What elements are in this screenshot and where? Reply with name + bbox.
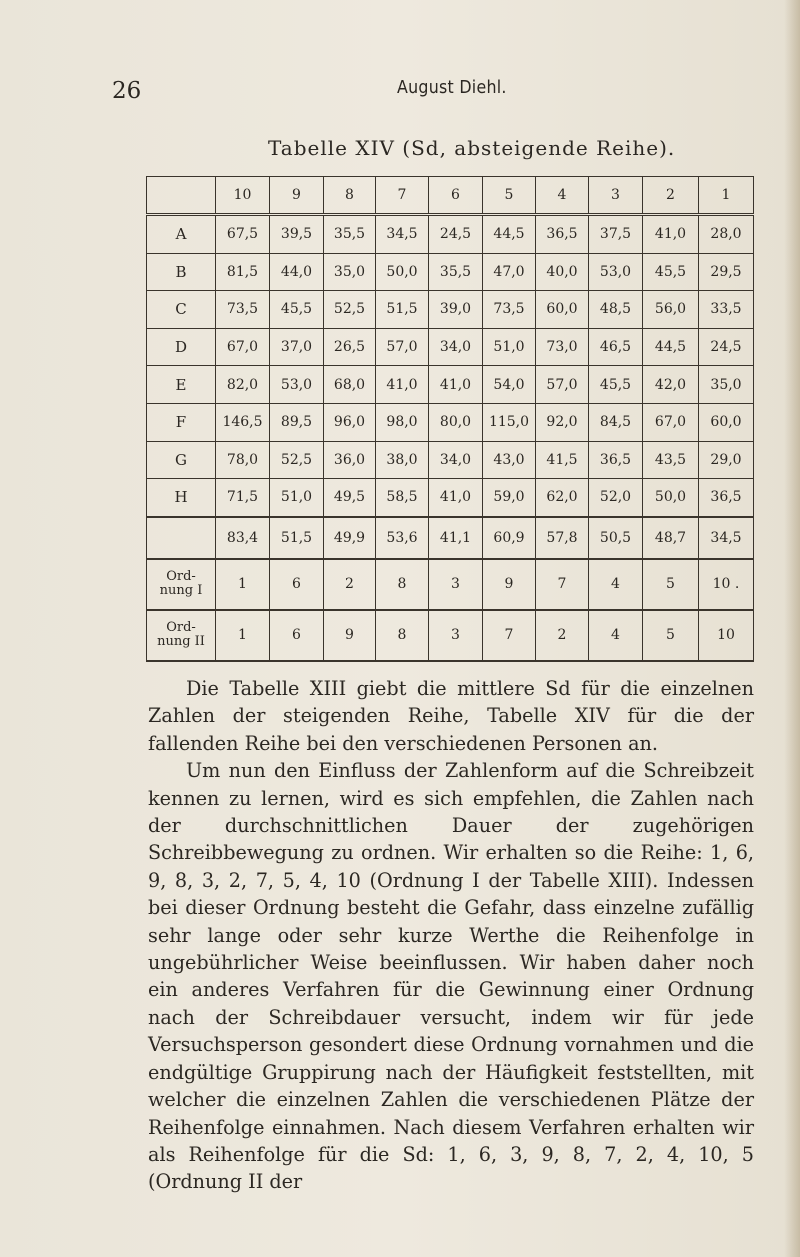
table-cell: 51,0 (483, 328, 536, 366)
table-cell: 60,0 (699, 403, 754, 441)
table-cell: 24,5 (429, 215, 483, 254)
order-row (147, 610, 754, 661)
table-cell: 44,5 (483, 215, 536, 254)
table-mean-section (147, 517, 754, 559)
row-label: B (147, 253, 216, 291)
order-cell: 9 (483, 559, 536, 610)
table-cell: 41,0 (429, 479, 483, 517)
column-header: 2 (643, 177, 699, 215)
table-cell: 24,5 (699, 328, 754, 366)
table-cell: 62,0 (536, 479, 589, 517)
table-cell: 43,5 (643, 441, 699, 479)
table-cell: 51,0 (270, 479, 324, 517)
table-cell: 45,5 (643, 253, 699, 291)
column-header: 9 (270, 177, 324, 215)
table-cell: 67,0 (643, 403, 699, 441)
mean-cell: 51,5 (270, 517, 324, 559)
mean-cell: 49,9 (324, 517, 376, 559)
table-row (147, 441, 754, 479)
order-cell: 5 (643, 559, 699, 610)
order-cell: 8 (376, 559, 429, 610)
table-cell: 53,0 (270, 366, 324, 404)
data-table (146, 176, 754, 662)
mean-cell: 83,4 (216, 517, 270, 559)
table-cell: 35,0 (699, 366, 754, 404)
table-title: Tabelle XIV (Sd, absteigende Reihe). (268, 136, 676, 160)
mean-cell: 48,7 (643, 517, 699, 559)
table-cell: 41,0 (429, 366, 483, 404)
order-row-label (147, 610, 216, 661)
order-label-line: Ord- (166, 569, 196, 585)
table-cell: 78,0 (216, 441, 270, 479)
table-cell: 47,0 (483, 253, 536, 291)
table-cell: 36,0 (324, 441, 376, 479)
order-cell: 10 . (699, 559, 754, 610)
table-cell: 68,0 (324, 366, 376, 404)
table-cell: 48,5 (589, 291, 643, 329)
row-label: A (147, 215, 216, 254)
table-cell: 35,0 (324, 253, 376, 291)
table-cell: 82,0 (216, 366, 270, 404)
table-cell: 53,0 (589, 253, 643, 291)
table-cell: 50,0 (376, 253, 429, 291)
table-cell: 36,5 (699, 479, 754, 517)
order-cell: 7 (483, 610, 536, 661)
row-label: D (147, 328, 216, 366)
table-cell: 36,5 (589, 441, 643, 479)
column-header: 4 (536, 177, 589, 215)
table-cell: 40,0 (536, 253, 589, 291)
table-cell: 58,5 (376, 479, 429, 517)
column-header: 1 (699, 177, 754, 215)
body-text (148, 675, 754, 1196)
table-cell: 29,5 (699, 253, 754, 291)
mean-cell: 57,8 (536, 517, 589, 559)
paragraph: Die Tabelle XIII giebt die mittlere Sd für die einzelnen Zahlen der steigenden Reihe, Tabelle XIV für die der fallenden Reihe bei den verschiedenen Personen an. (148, 677, 754, 755)
order-cell: 5 (643, 610, 699, 661)
row-label: E (147, 366, 216, 404)
table-cell: 45,5 (270, 291, 324, 329)
table-cell: 52,5 (270, 441, 324, 479)
mean-cell: 53,6 (376, 517, 429, 559)
table-cell: 45,5 (589, 366, 643, 404)
order-cell: 6 (270, 559, 324, 610)
table-cell: 96,0 (324, 403, 376, 441)
table-cell: 60,0 (536, 291, 589, 329)
mean-row-label (147, 517, 216, 559)
table-order-section (147, 559, 754, 661)
page-number: 26 (112, 78, 142, 104)
table-cell: 73,5 (216, 291, 270, 329)
table-row (147, 253, 754, 291)
table-row (147, 215, 754, 254)
table-body (147, 215, 754, 517)
table-cell: 42,0 (643, 366, 699, 404)
table-cell: 26,5 (324, 328, 376, 366)
column-header: 3 (589, 177, 643, 215)
order-cell: 6 (270, 610, 324, 661)
order-cell: 1 (216, 610, 270, 661)
row-label: C (147, 291, 216, 329)
table-cell: 36,5 (536, 215, 589, 254)
table-cell: 57,0 (376, 328, 429, 366)
mean-cell: 60,9 (483, 517, 536, 559)
column-header: 10 (216, 177, 270, 215)
table-cell: 54,0 (483, 366, 536, 404)
table-header-row (147, 177, 754, 215)
table-cell: 71,5 (216, 479, 270, 517)
table-row (147, 291, 754, 329)
order-cell: 4 (589, 610, 643, 661)
table-cell: 59,0 (483, 479, 536, 517)
paragraph: Um nun den Einfluss der Zahlenform auf die Schreibzeit kennen zu lernen, wird es sich empfehlen, die Zahlen nach der durchschnittlichen Dauer der zugehörigen Schreibbewegung zu ordnen. Wir erhalten so die Reihe: 1, 6, 9, 8, 3, 2, 7, 5, 4, 10 (Ordnung I der Tabelle XIII). Indessen bei dieser Ordnung besteht die Gefahr, dass einzelne zufällig sehr lange oder sehr kurze Werthe die Reihenfolge in ungebührlicher Weise beeinflussen. Wir haben daher noch ein anderes Verfahren für die Gewinnung einer Ordnung nach der Schreibdauer versucht, indem wir für jede Versuchsperson gesondert diese Ordnung vornahmen und die endgültige Gruppirung nach der Häufigkeit feststellten, mit welcher die einzelnen Zahlen die verschiedenen Plätze der Reihenfolge einnahmen. Nach diesem Verfahren erhalten wir als Reihenfolge für die Sd: 1, 6, 3, 9, 8, 7, 2, 4, 10, 5 (Ordnung II der (148, 759, 754, 1194)
table-cell: 50,0 (643, 479, 699, 517)
row-label: G (147, 441, 216, 479)
table-cell: 41,0 (643, 215, 699, 254)
row-label: F (147, 403, 216, 441)
table-cell: 29,0 (699, 441, 754, 479)
row-label: H (147, 479, 216, 517)
order-cell: 4 (589, 559, 643, 610)
table-cell: 44,5 (643, 328, 699, 366)
mean-cell: 34,5 (699, 517, 754, 559)
table-cell: 34,0 (429, 441, 483, 479)
table-cell: 44,0 (270, 253, 324, 291)
table-cell: 35,5 (324, 215, 376, 254)
table-cell: 89,5 (270, 403, 324, 441)
mean-cell: 41,1 (429, 517, 483, 559)
table-cell: 38,0 (376, 441, 429, 479)
order-cell: 7 (536, 559, 589, 610)
page-edge-shadow (784, 0, 800, 1257)
order-cell: 3 (429, 559, 483, 610)
table-cell: 49,5 (324, 479, 376, 517)
order-label-line: nung I (159, 583, 203, 599)
table-cell: 41,5 (536, 441, 589, 479)
table-cell: 39,5 (270, 215, 324, 254)
column-header: 8 (324, 177, 376, 215)
mean-row (147, 517, 754, 559)
table-cell: 80,0 (429, 403, 483, 441)
table-cell: 51,5 (376, 291, 429, 329)
order-cell: 10 (699, 610, 754, 661)
table-row (147, 366, 754, 404)
table-cell: 34,5 (376, 215, 429, 254)
table-cell: 37,5 (589, 215, 643, 254)
table-cell: 73,5 (483, 291, 536, 329)
order-cell: 1 (216, 559, 270, 610)
table-cell: 52,5 (324, 291, 376, 329)
mean-cell: 50,5 (589, 517, 643, 559)
table-cell: 39,0 (429, 291, 483, 329)
table-cell: 98,0 (376, 403, 429, 441)
table-cell: 81,5 (216, 253, 270, 291)
table-cell: 33,5 (699, 291, 754, 329)
order-cell: 3 (429, 610, 483, 661)
table-row (147, 403, 754, 441)
table-cell: 52,0 (589, 479, 643, 517)
table-cell: 37,0 (270, 328, 324, 366)
table-cell: 35,5 (429, 253, 483, 291)
column-header: 5 (483, 177, 536, 215)
order-label-line: Ord- (166, 620, 196, 636)
order-row (147, 559, 754, 610)
order-row-label (147, 559, 216, 610)
table-cell: 57,0 (536, 366, 589, 404)
column-header: 7 (376, 177, 429, 215)
table-cell: 56,0 (643, 291, 699, 329)
column-header: 6 (429, 177, 483, 215)
table-cell: 146,5 (216, 403, 270, 441)
table-cell: 67,0 (216, 328, 270, 366)
table-cell: 84,5 (589, 403, 643, 441)
table-cell: 28,0 (699, 215, 754, 254)
table-cell: 34,0 (429, 328, 483, 366)
table-cell: 67,5 (216, 215, 270, 254)
order-cell: 2 (536, 610, 589, 661)
table-cell: 73,0 (536, 328, 589, 366)
table-cell: 115,0 (483, 403, 536, 441)
order-cell: 2 (324, 559, 376, 610)
table-cell: 46,5 (589, 328, 643, 366)
table-row (147, 479, 754, 517)
order-label-line: nung II (157, 634, 205, 650)
table-row (147, 328, 754, 366)
running-head: August Diehl. (397, 77, 507, 98)
table-cell: 43,0 (483, 441, 536, 479)
table-cell: 92,0 (536, 403, 589, 441)
table-cell: 41,0 (376, 366, 429, 404)
order-cell: 8 (376, 610, 429, 661)
header-corner (147, 177, 216, 215)
order-cell: 9 (324, 610, 376, 661)
